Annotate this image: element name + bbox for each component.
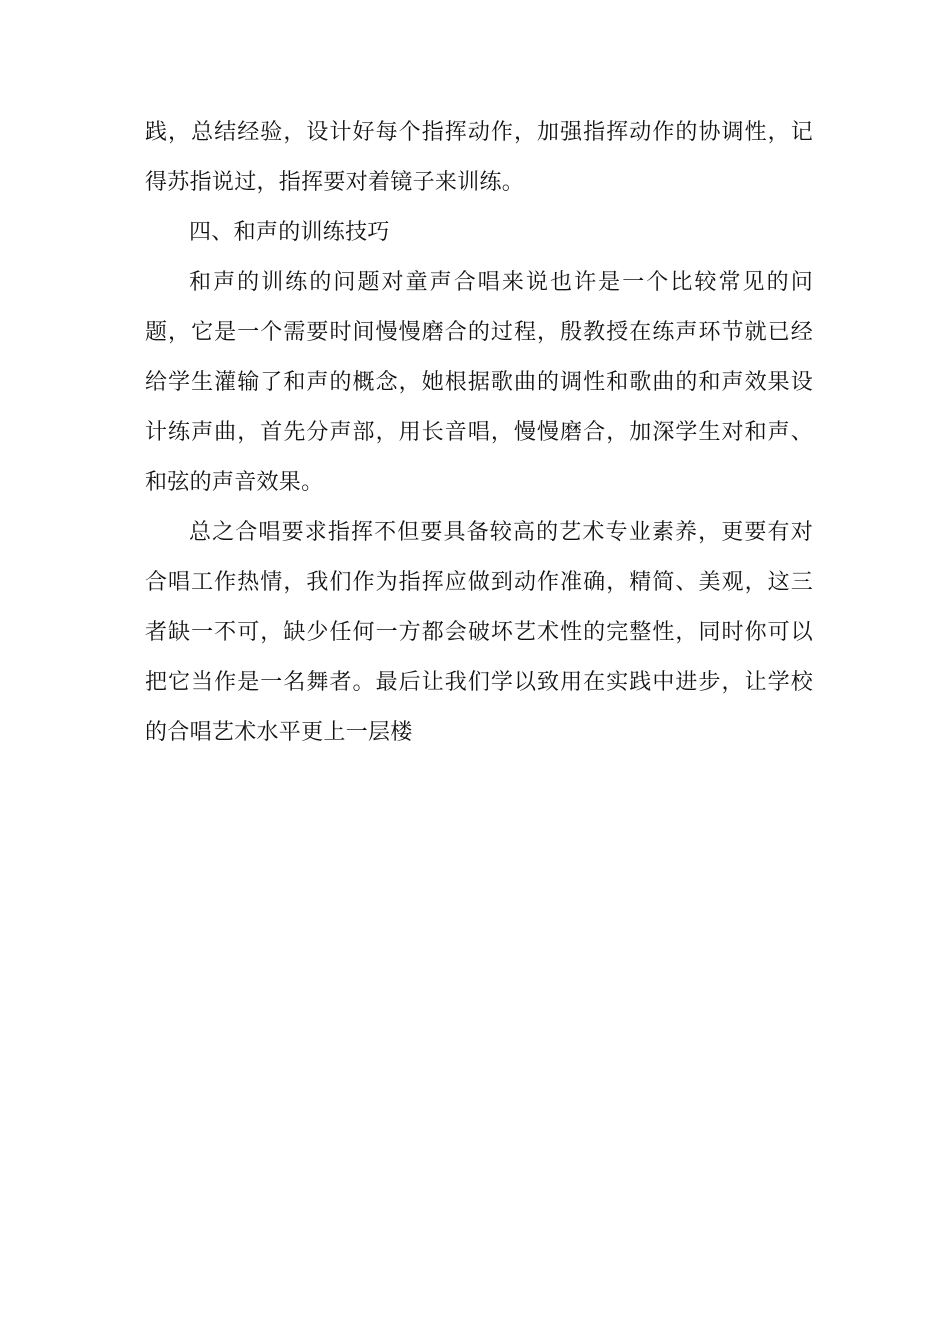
document-body bbox=[145, 108, 813, 758]
paragraph-continuation: 践，总结经验，设计好每个指挥动作，加强指挥动作的协调性，记得苏指说过，指挥要对着镜子来训练。 bbox=[145, 120, 813, 195]
section-heading: 四、和声的训练技巧 bbox=[189, 220, 390, 245]
paragraph-harmony-training: 和声的训练的问题对童声合唱来说也许是一个比较常见的问题，它是一个需要时间慢慢磨合的过程，殷教授在练声环节就已经给学生灌输了和声的概念，她根据歌曲的调性和歌曲的和声效果设计练声曲，首先分声部，用长音唱，慢慢磨合，加深学生对和声、和弦的声音效果。 bbox=[145, 270, 813, 495]
paragraph-conclusion: 总之合唱要求指挥不但要具备较高的艺术专业素养，更要有对合唱工作热情，我们作为指挥应做到动作准确，精简、美观，这三者缺一不可，缺少任何一方都会破坏艺术性的完整性，同时你可以把它当作是一名舞者。最后让我们学以致用在实践中进步，让学校的合唱艺术水平更上一层楼 bbox=[145, 520, 813, 745]
